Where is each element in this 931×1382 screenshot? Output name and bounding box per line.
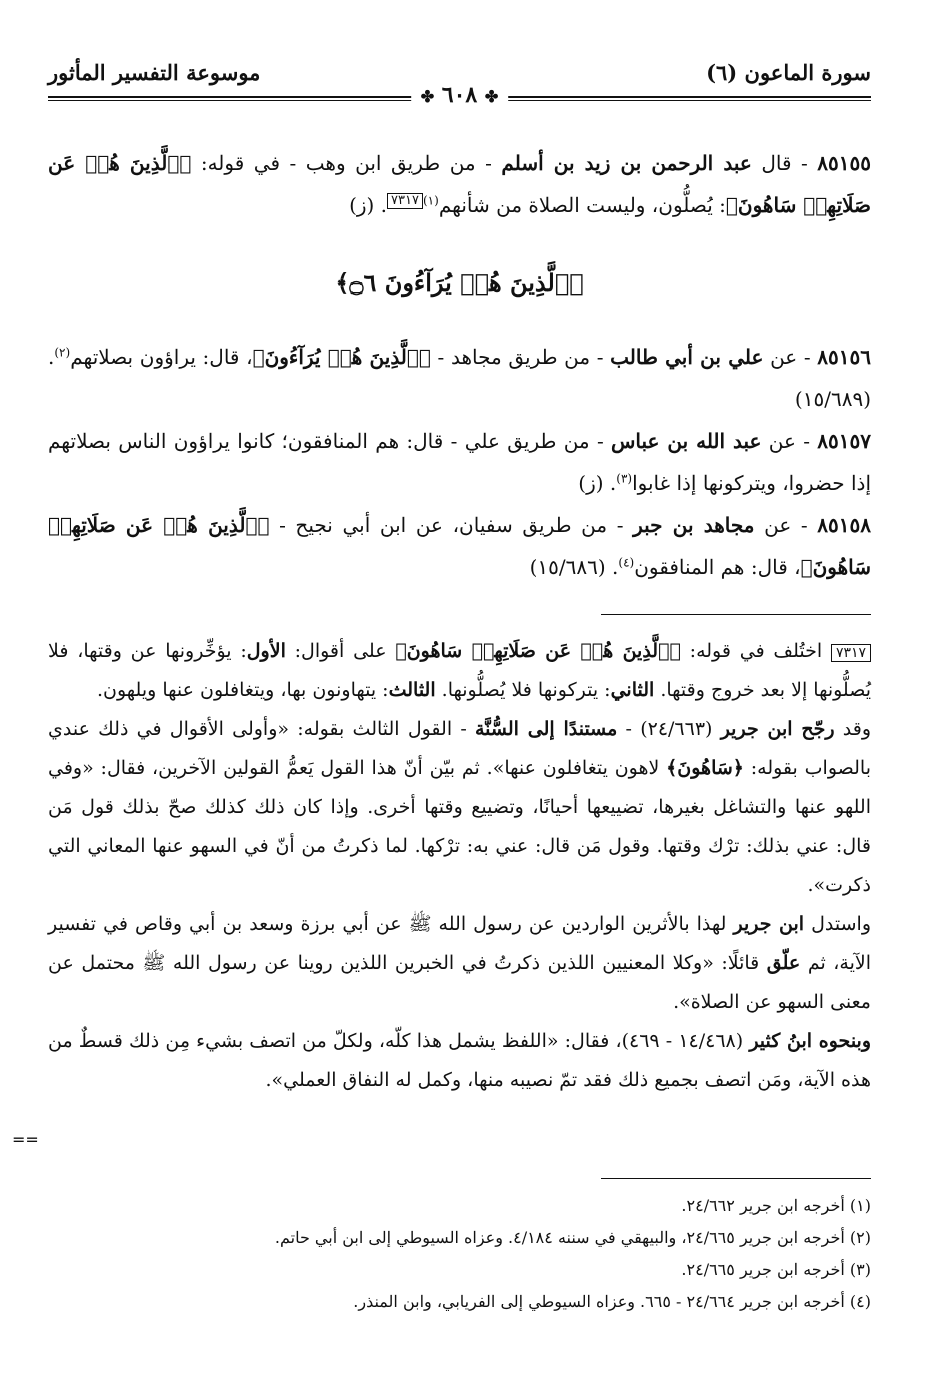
ornament-icon: ✤ [484,87,499,106]
entry-prefix: - عن [761,429,818,453]
scholar-name: وبنحوه ابنُ كثير [749,1030,872,1052]
footnote: (٣) أخرجه ابن جرير ٢٤/٦٦٥. [681,1260,871,1279]
commentary-text: (٢٤/٦٦٣) - [617,718,721,740]
commentary-text: : يتركونها فلا يُصلُّونها. [435,679,611,701]
commentary-text: وقد [834,718,871,740]
commentary-text: اختُلف في قوله: [680,640,831,662]
entry-number: ٨٥١٥٨ [817,513,871,537]
entry-text: ، قال: يراؤون بصلاتهم [70,345,253,369]
entry-group-a [48,142,871,226]
commentary-number-box: ٧٣١٧ [831,644,871,662]
entry-source: . (١٥/٦٨٩) [48,345,871,411]
entry-prefix: - قال [751,151,818,175]
footnote: (١) أخرجه ابن جرير ٢٤/٦٦٢. [681,1196,871,1215]
quran-quote: ﴿ٱلَّذِينَ هُمۡ يُرَآءُونَ﴾ [252,345,431,369]
entry-number: ٨٥١٥٧ [817,429,871,453]
footnote: (٤) أخرجه ابن جرير ٢٤/٦٦٤ - ٦٦٥. وعزاه السيوطي إلى الفريابي، وابن المنذر. [353,1292,871,1311]
commentary-paragraph [48,710,871,905]
quran-quote: ﴿سَاهُونَ﴾ [666,757,744,779]
opinion-label: الأول [246,640,286,662]
ornament-icon: ✤ [420,87,435,106]
opinion-label: الثاني [610,679,655,701]
commentary-text: على أقوال: [285,640,396,662]
commentary-text: - القول الثالث بقوله: «وأولى الأقوال في ذلك عندي بالصواب بقوله: [48,718,871,779]
entry-text: - من طريق علي - قال: هم المنافقون؛ كانوا يراؤون الناس بصلاتهم إذا حضروا، ويتركونها إذا غابوا [48,429,871,495]
quran-quote: ﴿ٱلَّذِينَ هُمۡ عَن صَلَاتِهِمۡ سَاهُونَ﴾ [48,151,871,217]
surah-title: سورة الماعون (٦) [706,60,871,85]
scholar-name: ابن جرير [733,913,805,935]
commentary-paragraph [48,905,871,1022]
entry-chain: - من طريق سفيان، عن ابن أبي نجيح - [269,513,634,537]
narration-entry [48,504,871,588]
footnote: (٢) أخرجه ابن جرير ٢٤/٦٦٥، والبيهقي في سننه ٤/١٨٤. وعزاه السيوطي إلى ابن أبي حاتم. [274,1228,871,1247]
entry-source: . (١٥/٦٨٦) [529,555,619,579]
commentary-text: لاهون يتغافلون عنها». ثم بيّن أنّ هذا القول يَعمُّ القولين الآخرين، فقال: «وفي اللهو عنها والتشاغل بغيرها، تضييعها أحيانًا، وتضييع وقتها أخرى. وإذا كان ذلك كذلك صحّ بذلك قول مَن قال: عني بذلك: ترْك وقتها. وقول مَن قال: عني به: ترْكها. لما ذكرتُ من أنّ في السهو عنها المعاني التي ذكرت». [48,757,871,896]
entry-prefix: - عن [763,345,818,369]
commentary-block [48,632,871,1100]
narration-entry [48,336,871,420]
narration-entry [48,142,871,226]
footnote-ref[interactable]: (٢) [54,345,71,360]
entry-source: . (ز) [578,471,617,495]
commentary-text: : يتهاونون بها، ويتغافلون عنها ويلهون. [96,679,389,701]
entry-group-b [48,336,871,588]
entry-chain: - من طريق ابن وهب - في قوله: [191,151,502,175]
commentary-paragraph [48,632,871,710]
footnote-separator [601,1178,871,1179]
commentary-text: واستدل [804,913,871,935]
entry-number: ٨٥١٥٥ [817,151,872,175]
footnote-ref[interactable]: (١) [422,193,439,208]
entry-chain: - من طريق مجاهد - [430,345,611,369]
emphasis-text: مستندًا إلى السُّنَّة [475,718,618,740]
commentary-text: قائلًا: «وكلا المعنيين اللذين ذكرتُ في الخبرين اللذين روينا عن رسول الله ﷺ محتمل عن معنى السهو عن الصلاة». [48,952,871,1013]
emphasis-text: علّق [766,952,801,974]
commentary-text: لهذا بالأثرين الواردين عن رسول الله ﷺ عن أبي برزة وسعد بن أبي وقاص في تفسير الآية، ثم [48,913,872,974]
page-number-block [411,82,509,108]
narrator-name: مجاهد بن جبر [633,513,755,537]
entry-source: . (ز) [349,193,388,217]
entry-text: : يُصلُّون، وليست الصلاة من شأنهم [438,193,726,217]
book-title: موسوعة التفسير المأثور [48,60,261,85]
narrator-name: علي بن أبي طالب [610,345,764,369]
quran-quote: ﴿ٱلَّذِينَ هُمۡ عَن صَلَاتِهِمۡ سَاهُونَ﴾ [48,513,871,579]
narrator-name: عبد الرحمن بن زيد بن أسلم [501,151,752,175]
footnote-ref[interactable]: (٣) [616,471,633,486]
quran-quote: ﴿ٱلَّذِينَ هُمۡ عَن صَلَاتِهِمۡ سَاهُونَ﴾ [395,640,681,662]
entry-text: ، قال: هم المنافقون [634,555,801,579]
scholar-name: رجّح ابن جرير [720,718,835,740]
commentary-separator [601,614,871,615]
footnote-ref[interactable]: (٤) [618,555,635,570]
page-header [48,58,871,110]
narrator-name: عبد الله بن عباس [611,429,762,453]
entry-number: ٨٥١٥٦ [817,345,871,369]
commentary-text: : يؤخِّرونها عن وقتها، فلا يُصلُّونها إلا بعد خروج وقتها. [48,640,871,701]
opinion-label: الثالث [388,679,436,701]
commentary-paragraph [48,1022,871,1100]
narration-entry [48,420,871,504]
page-number: ٦٠٨ [441,82,478,108]
ayah-heading: ﴿ٱلَّذِينَ هُمۡ يُرَآءُونَ ۝٦﴾ [335,268,584,297]
commentary-text: (١٤/٤٦٨ - ٤٦٩)، فقال: «اللفظ يشمل هذا كلّه، ولكلّ من اتصف بشيء مِن ذلك قسطٌ من هذه الآية، ومَن اتصف بجميع ذلك فقد تمّ نصيبه منها، وكمل له النفاق العملي». [48,1030,871,1091]
commentary-ref-box[interactable]: ٧٣١٧ [387,193,423,209]
margin-marker: == [12,1130,39,1149]
entry-prefix: - عن [754,513,818,537]
footnotes [48,1190,871,1318]
